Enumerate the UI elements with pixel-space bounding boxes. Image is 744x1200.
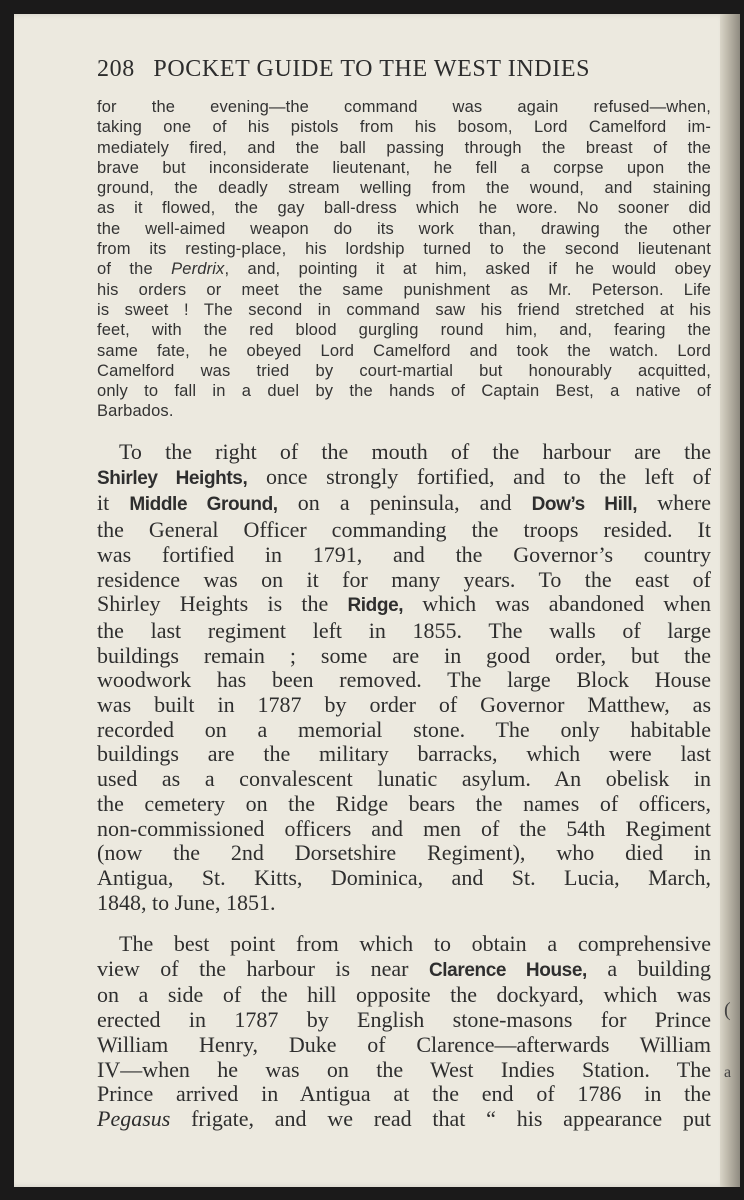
text-line: erected in 1787 by English stone-masons for Prince [97, 1007, 711, 1033]
gutter-mark: ( [724, 999, 731, 1021]
text-line: was fortified in 1791, and the Governor’s country [97, 541, 711, 567]
text-run: of the [97, 260, 172, 279]
text-line: To the right of the mouth of the harbour are the [119, 439, 711, 464]
text-line: from its resting-place, his lordship turned to the second lieutenant [97, 240, 711, 259]
ship-name: Perdrix [171, 260, 225, 279]
text-line: Barbados. [97, 402, 174, 421]
text-line [97, 491, 711, 518]
text-line: mediately fired, and the ball passing through the breast of the [97, 138, 711, 157]
ship-name: Pegasus [97, 1105, 171, 1131]
text-line: was built in 1787 by order of Governor Matthew, as [97, 692, 711, 718]
text-line: IV—when he was on the West Indies Station. The [97, 1056, 711, 1082]
text-line: woodwork has been removed. The large Block House [97, 667, 711, 693]
text-run: a building [586, 955, 711, 981]
text-line: is sweet ! The second in command saw his friend stretched at his [97, 300, 711, 319]
text-line: (now the 2nd Dorsetshire Regiment), who died in [97, 840, 711, 866]
text-line: Camelford was tried by court-martial but honourably acquitted, [97, 361, 711, 380]
text-run: view of the harbour is near [97, 955, 429, 981]
text-line: brave but inconsiderate lieutenant, he fell a corpse upon the [97, 158, 711, 177]
text-line: buildings are the military barracks, which were last [97, 741, 711, 767]
text-line: as it flowed, the gay ball-dress which he wore. No sooner did [97, 199, 711, 218]
place-name: Dow’s Hill, [531, 494, 638, 516]
place-name: Middle Ground, [129, 494, 278, 516]
text-line: ground, the deadly stream welling from the wound, and staining [97, 179, 711, 198]
place-name: Ridge, [347, 595, 404, 617]
text-line [97, 1107, 711, 1132]
text-line: buildings remain ; some are in good order, but the [97, 642, 711, 668]
text-run: which was abandoned when [403, 591, 711, 617]
text-line [97, 465, 711, 492]
text-run: once strongly fortified, and to the left of [247, 463, 711, 489]
paragraph-3 [97, 932, 711, 1132]
page-number: 208 [97, 56, 135, 82]
running-head [97, 56, 717, 86]
text-line: the last regiment left in 1855. The walls of large [97, 617, 711, 643]
book-title: POCKET GUIDE TO THE WEST INDIES [153, 56, 591, 82]
text-line [97, 592, 711, 619]
text-line: feet, with the red blood gurgling round him, and, fearing the [97, 321, 711, 340]
text-line: recorded on a memorial stone. The only habitable [97, 716, 711, 742]
place-name: Shirley Heights, [97, 467, 248, 489]
text-line: Antigua, St. Kitts, Dominica, and St. Lucia, March, [97, 864, 711, 890]
text-line: same fate, he obeyed Lord Camelford and took the watch. Lord [97, 341, 711, 360]
text-line: residence was on it for many years. To the east of [97, 566, 711, 592]
text-line: the cemetery on the Ridge bears the names of officers, [97, 790, 711, 816]
text-run: it [97, 490, 130, 516]
text-line: his orders or meet the same punishment as Mr. Peterson. Life [97, 280, 711, 299]
text-line: William Henry, Duke of Clarence—afterwards William [97, 1031, 711, 1057]
text-line [97, 259, 711, 279]
text-run: frigate, and we read that “ his appearance put [170, 1105, 711, 1131]
text-line: non-commissioned officers and men of the 54th Regiment [97, 815, 711, 841]
page-gutter [720, 14, 740, 1187]
place-name: Clarence House, [428, 959, 587, 981]
text-line: on a side of the hill opposite the dockyard, which was [97, 982, 711, 1008]
text-line: 1848, to June, 1851. [97, 889, 276, 915]
text-line: taking one of his pistols from his bosom, Lord Camelford im- [97, 118, 711, 137]
text-line [97, 957, 711, 984]
text-line: the General Officer commanding the troops resided. It [97, 517, 711, 543]
text-run: Shirley Heights is the [97, 591, 348, 617]
text-line: only to fall in a duel by the hands of Captain Best, a native of [97, 382, 711, 401]
text-line: The best point from which to obtain a comprehensive [119, 931, 711, 956]
text-line: Prince arrived in Antigua at the end of 1786 in the [97, 1081, 711, 1107]
text-line: the well-aimed weapon do its work than, drawing the other [97, 219, 711, 238]
paragraph-2 [97, 440, 711, 915]
text-run: on a peninsula, and [277, 490, 532, 516]
text-line: for the evening—the command was again refused—when, [97, 98, 711, 116]
text-run: , and, pointing it at him, asked if he would obey [224, 260, 711, 279]
text-line: used as a convalescent lunatic asylum. An obelisk in [97, 766, 711, 792]
paragraph-1 [97, 97, 711, 422]
gutter-mark: a [724, 1064, 732, 1081]
text-run: where [637, 490, 711, 516]
